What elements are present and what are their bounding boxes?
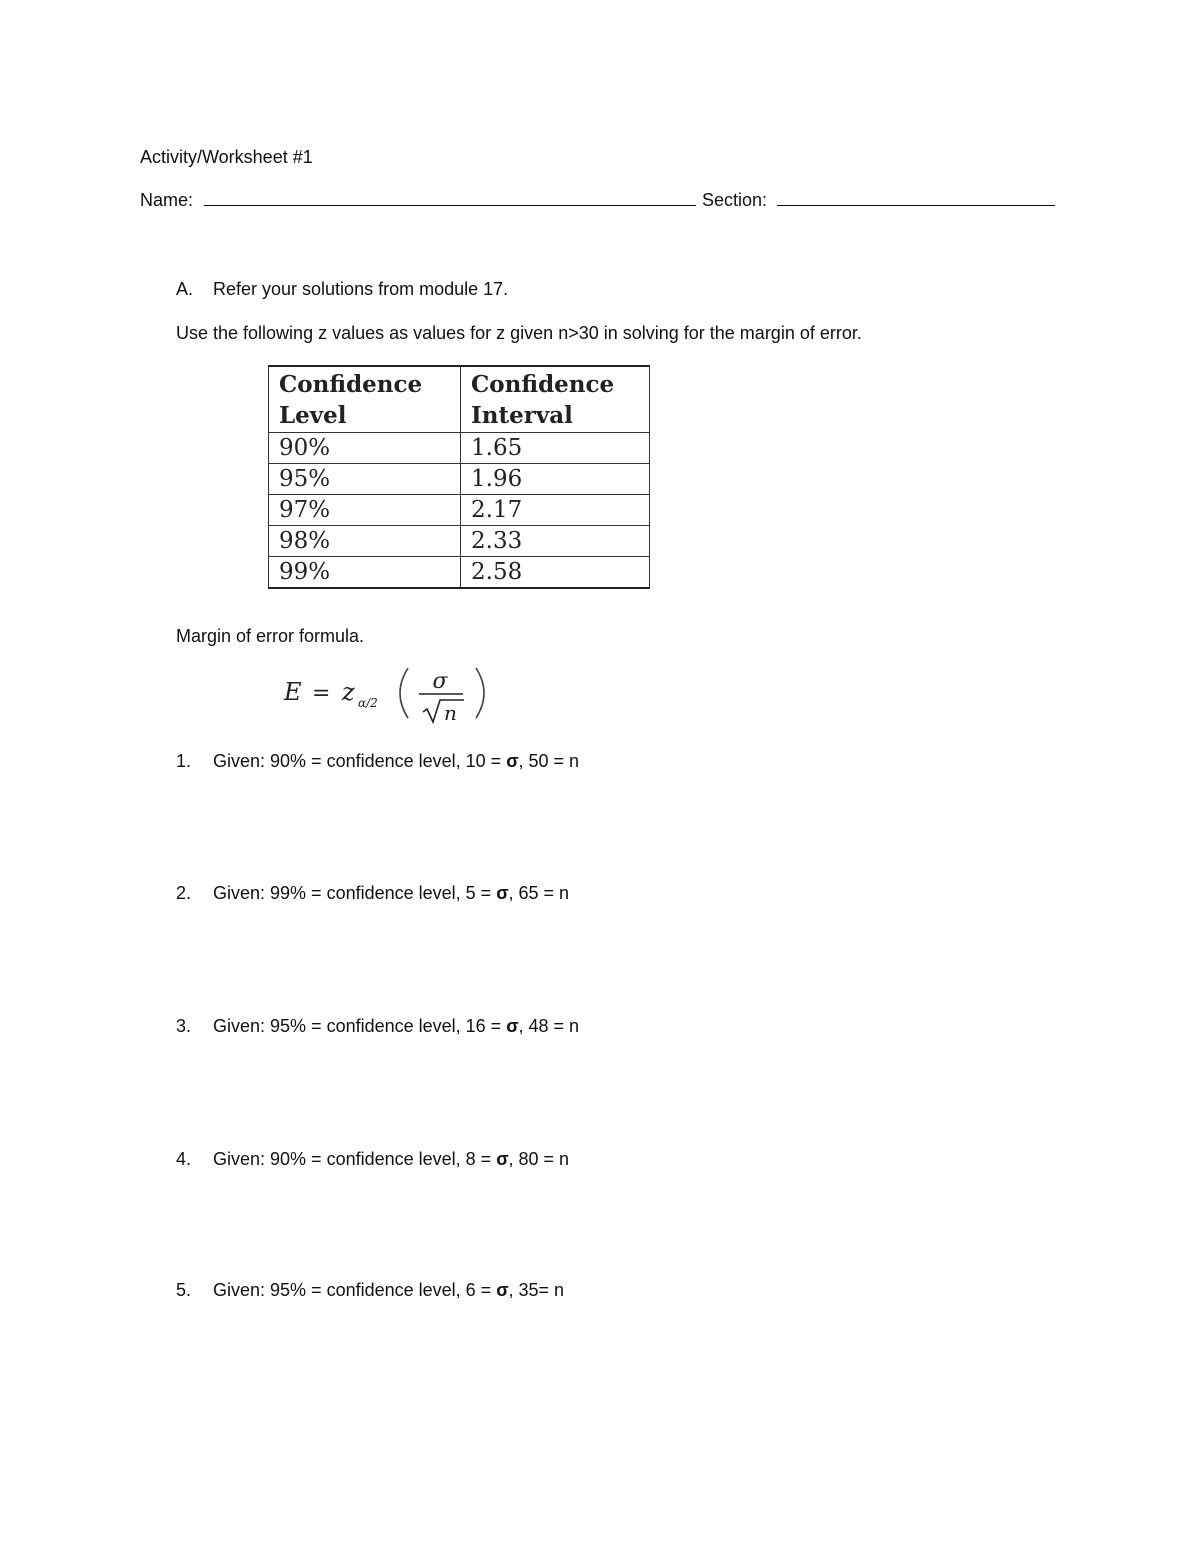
confidence-level-cell: 97% bbox=[269, 495, 461, 526]
sigma-symbol: σ bbox=[496, 1280, 509, 1300]
section-row bbox=[702, 189, 1055, 211]
z-values-note: Use the following z values as values for z given n>30 in solving for the margin of error. bbox=[176, 323, 862, 343]
z-value-cell: 1.65 bbox=[461, 433, 650, 464]
confidence-level-cell: 90% bbox=[269, 433, 461, 464]
margin-of-error-formula bbox=[280, 660, 510, 726]
formula-subscript: α/2 bbox=[358, 696, 378, 710]
table-header-interval: Confidence Interval bbox=[461, 366, 650, 433]
problem-number: 2. bbox=[176, 883, 192, 903]
section-label: Section: bbox=[702, 190, 768, 210]
left-paren-icon bbox=[400, 668, 408, 718]
problem-item: 1. Given: 90% = confidence level, 10 = σ, 50 = n bbox=[176, 751, 580, 771]
problem-number: 1. bbox=[176, 751, 192, 771]
confidence-level-cell: 95% bbox=[269, 464, 461, 495]
formula-z: z bbox=[342, 678, 355, 706]
z-value-cell: 2.58 bbox=[461, 557, 650, 589]
part-a-marker: A. bbox=[176, 279, 194, 299]
formula-denominator: n bbox=[444, 701, 457, 725]
name-row bbox=[140, 189, 696, 211]
problem-item: 5. Given: 95% = confidence level, 6 = σ, 35= n bbox=[176, 1280, 565, 1300]
confidence-level-cell: 98% bbox=[269, 526, 461, 557]
problem-number: 3. bbox=[176, 1016, 192, 1036]
part-a-instruction: Refer your solutions from module 17. bbox=[213, 279, 509, 299]
problem-item: 3. Given: 95% = confidence level, 16 = σ, 48 = n bbox=[176, 1016, 580, 1036]
problem-number: 5. bbox=[176, 1280, 192, 1300]
problem-item: 4. Given: 90% = confidence level, 8 = σ, 80 = n bbox=[176, 1149, 570, 1169]
problem-item: 2. Given: 99% = confidence level, 5 = σ, 65 = n bbox=[176, 883, 570, 903]
formula-label: Margin of error formula. bbox=[176, 626, 365, 646]
table-row bbox=[269, 557, 650, 589]
z-value-cell: 1.96 bbox=[461, 464, 650, 495]
name-field[interactable] bbox=[204, 191, 696, 206]
table-row bbox=[269, 433, 650, 464]
z-value-cell: 2.17 bbox=[461, 495, 650, 526]
formula-lhs: E bbox=[284, 678, 302, 706]
right-paren-icon bbox=[476, 668, 484, 718]
table-header-level: Confidence Level bbox=[269, 366, 461, 433]
sigma-symbol: σ bbox=[506, 1016, 519, 1036]
table-row bbox=[269, 526, 650, 557]
table-row bbox=[269, 495, 650, 526]
table-row bbox=[269, 464, 650, 495]
sigma-symbol: σ bbox=[506, 751, 519, 771]
part-a-heading bbox=[176, 278, 508, 300]
sigma-symbol: σ bbox=[496, 883, 509, 903]
formula-equals: = bbox=[312, 681, 331, 706]
sigma-symbol: σ bbox=[496, 1149, 509, 1169]
z-value-table bbox=[268, 365, 650, 589]
z-value-cell: 2.33 bbox=[461, 526, 650, 557]
worksheet-title: Activity/Worksheet #1 bbox=[140, 147, 313, 167]
problem-number: 4. bbox=[176, 1149, 192, 1169]
name-label: Name: bbox=[140, 190, 194, 210]
confidence-level-cell: 99% bbox=[269, 557, 461, 589]
section-field[interactable] bbox=[777, 191, 1055, 206]
formula-numerator: σ bbox=[432, 669, 448, 694]
